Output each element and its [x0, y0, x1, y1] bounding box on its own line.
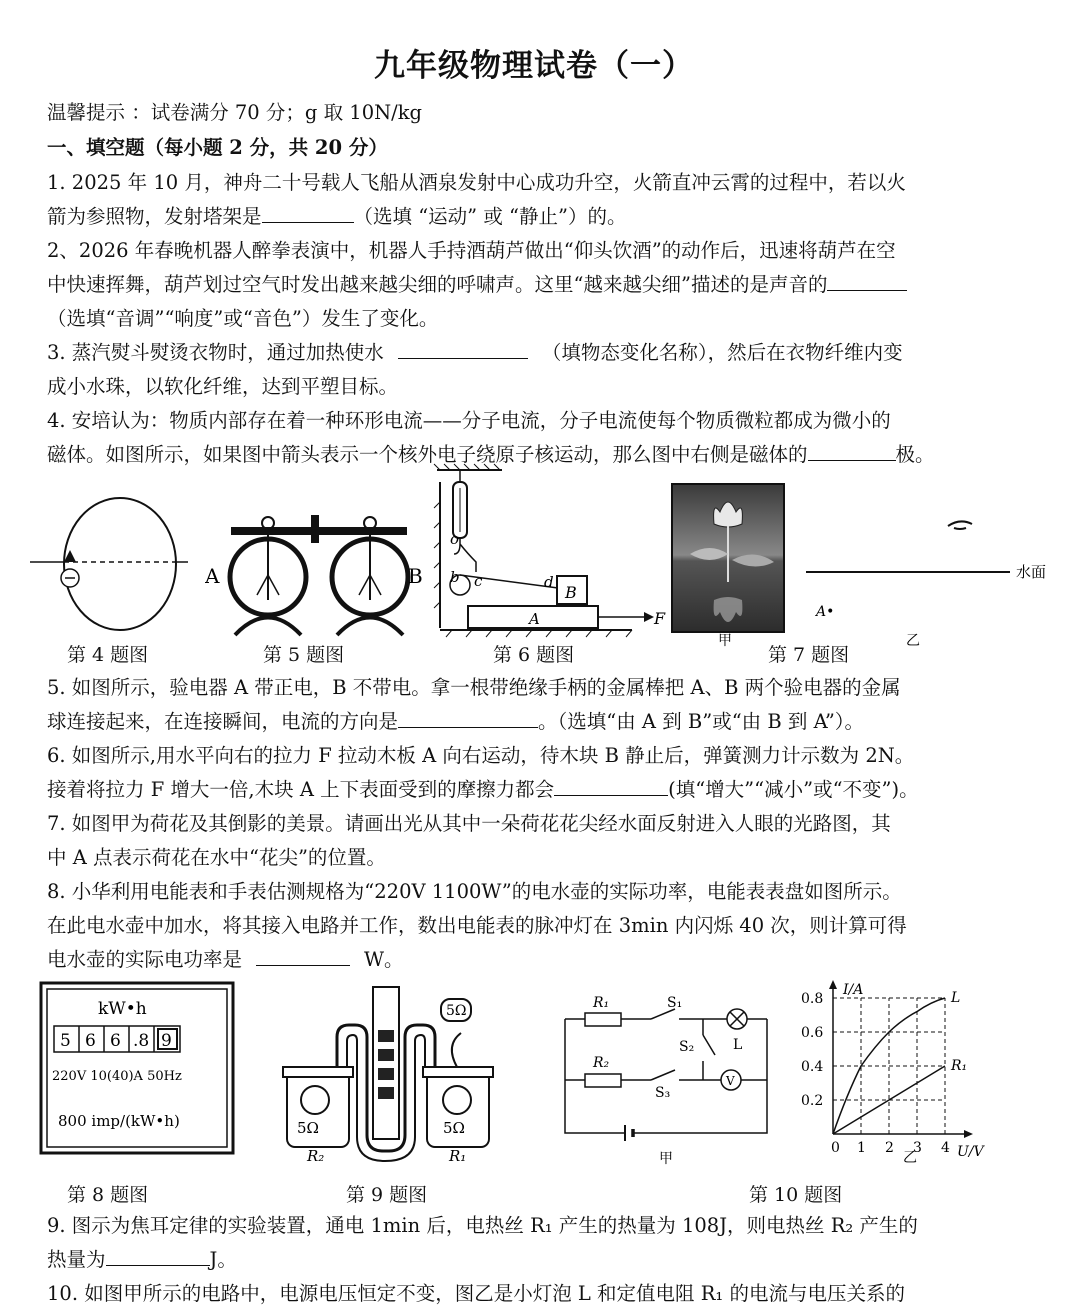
svg-text:甲: 甲 [659, 1151, 673, 1167]
y-axis-label: I/A [843, 982, 864, 998]
y-tick-label: 0.6 [801, 1025, 824, 1041]
x-tick-label: 4 [941, 1140, 950, 1156]
meter-digits [54, 1026, 180, 1052]
y-tick-label: 0.2 [801, 1093, 824, 1109]
caption-fig8: 第 8 题图 [67, 1184, 149, 1206]
svg-text:c: c [474, 572, 483, 590]
q6-text-b: (填“增大”“减小”或“不变”)。 [668, 778, 919, 801]
chart-sub-label: 乙 [903, 1150, 917, 1166]
q9-line1: 9. 图示为焦耳定律的实验装置，通电 1min 后，电热丝 R₁ 产生的热量为 108J，则电热丝 R₂ 产生的 [47, 1214, 918, 1237]
svg-text:5Ω: 5Ω [443, 1119, 465, 1137]
q6-answer-blank[interactable] [554, 777, 668, 796]
q1-answer-blank[interactable] [262, 204, 354, 223]
q4-text-b: 极。 [895, 443, 935, 466]
eye-icon [948, 521, 972, 529]
svg-text:b: b [450, 568, 460, 586]
q5-line1: 5. 如图所示，验电器 A 带正电，B 不带电。拿一根带绝缘手柄的金属棒把 A、B 两个验电器的金属 [47, 676, 901, 699]
notice: 温馨提示 ：试卷满分 70 分；g 取 10N/kg [47, 101, 423, 124]
meter-imp: 800 imp/(kW•h) [58, 1112, 180, 1130]
svg-text:S₁: S₁ [667, 995, 683, 1011]
svg-text:A: A [529, 610, 540, 628]
q2-text-a: 中快速挥舞，葫芦划过空气时发出越来越尖细的呼啸声。这里“越来越尖细”描述的是声音的 [47, 273, 828, 296]
resistor-R1 [585, 1013, 621, 1026]
figure-5-electroscopes [205, 505, 430, 645]
svg-text:B: B [565, 583, 577, 602]
svg-text:甲: 甲 [718, 633, 732, 649]
q8-answer-blank[interactable] [256, 947, 350, 966]
svg-text:.8: .8 [133, 1031, 150, 1051]
q4-line1: 4. 安培认为：物质内部存在着一种环形电流——分子电流，分子电流使每个物质微粒都成为微小的 [47, 409, 891, 432]
q6-line1: 6. 如图所示,用水平向右的拉力 F 拉动木板 A 向右运动，待木块 B 静止后，弹簧测力计示数为 2N。 [47, 744, 915, 767]
switch-S3 [651, 1070, 675, 1080]
q5-text-b: 。（选填“由 A 到 B”或“由 B 到 A”）。 [538, 710, 865, 733]
switch-S2 [703, 1035, 715, 1055]
figure-9-joule-apparatus [275, 985, 497, 1165]
q2-line3: （选填“音调”“响度”或“音色”）发生了变化。 [47, 307, 439, 330]
q1-text-a: 箭为参照物，发射塔架是 [47, 205, 262, 228]
y-axis-arrow-icon [829, 980, 837, 989]
q4-answer-blank[interactable] [808, 442, 896, 461]
q4-text-a: 磁体。如图所示，如果图中箭头表示一个核外电子绕原子核运动，那么图中右侧是磁体的 [47, 443, 808, 466]
q8-line1: 8. 小华利用电能表和手表估测规格为“220V 1100W”的电水壶的实际功率，电能表表盘如图所示。 [47, 880, 902, 903]
q2-line1: 2、2026 年春晚机器人醉拳表演中，机器人手持酒葫芦做出“仰头饮酒”的动作后，迅速将葫芦在空 [47, 239, 896, 262]
x-tick-label: 3 [913, 1140, 922, 1156]
svg-text:乙: 乙 [906, 633, 920, 649]
q8-text-a: 电水壶的实际电功率是 [47, 948, 243, 971]
q1-text-b: （选填 “运动” 或 “静止”）的。 [353, 205, 627, 228]
q3-line2: 成小水珠，以软化纤维，达到平塑目标。 [47, 375, 399, 398]
svg-text:R₂: R₂ [307, 1147, 325, 1165]
x-tick-label: 1 [857, 1140, 866, 1156]
svg-text:o: o [450, 530, 460, 548]
q7-line2: 中 A 点表示荷花在水中“花尖”的位置。 [47, 846, 386, 869]
q7-line1: 7. 如图甲为荷花及其倒影的美景。请画出光从其中一朵荷花花尖经水面反射进入人眼的光路图，其 [47, 812, 891, 835]
svg-text:R₂: R₂ [593, 1055, 610, 1071]
svg-text:6: 6 [85, 1031, 96, 1051]
series-label: R₁ [951, 1058, 968, 1074]
q6-line2 [47, 777, 919, 803]
q8-line2: 在此电水壶中加水，将其接入电路并工作，数出电能表的脉冲灯在 3min 内闪烁 40 次，则计算可得 [47, 914, 907, 937]
svg-text:S₂: S₂ [679, 1039, 695, 1055]
orbit-ellipse [64, 498, 176, 630]
meter-unit: kW•h [98, 999, 147, 1019]
svg-text:5: 5 [60, 1031, 71, 1051]
figure-4-electron-orbit [30, 490, 190, 640]
series-label: L [951, 990, 961, 1006]
q8-line3 [47, 947, 404, 973]
caption-fig10: 第 10 题图 [749, 1184, 843, 1206]
q5-answer-blank[interactable] [398, 709, 538, 728]
caption-fig7: 第 7 题图 [768, 644, 850, 666]
figure-10-iu-chart [795, 972, 1035, 1168]
q9-answer-blank[interactable] [106, 1247, 210, 1266]
figure-10-circuit [555, 985, 780, 1170]
svg-text:d: d [544, 573, 554, 591]
q2-line2 [47, 272, 907, 298]
q1-line1: 1. 2025 年 10 月，神舟二十号载人飞船从酒泉发射中心成功升空，火箭直冲云霄的过程中，若以火 [47, 171, 906, 194]
q1-line2 [47, 204, 627, 230]
svg-text:V: V [726, 1074, 735, 1088]
q8-text-b: W。 [364, 948, 404, 971]
figure-7-lotus-reflection [670, 482, 1055, 650]
section-heading: 一、填空题（每小题 2 分，共 20 分） [47, 136, 388, 159]
caption-fig4: 第 4 题图 [67, 644, 149, 666]
figure-8-energy-meter [38, 980, 238, 1160]
y-tick-label: 0.4 [801, 1059, 824, 1075]
q2-answer-blank[interactable] [827, 272, 907, 291]
q3-text-a: 3. 蒸汽熨斗熨烫衣物时，通过加热使水 [47, 341, 384, 364]
svg-text:5Ω: 5Ω [297, 1119, 319, 1137]
svg-text:S₃: S₃ [655, 1085, 671, 1101]
q5-line2 [47, 709, 864, 735]
q10-line1: 10. 如图甲所示的电路中，电源电压恒定不变，图乙是小灯泡 L 和定值电阻 R₁ 的电流与电压关系的 [47, 1282, 905, 1305]
q9-line2 [47, 1247, 237, 1273]
svg-text:9: 9 [161, 1031, 172, 1051]
x-axis-arrow-icon [964, 1130, 973, 1138]
arrow-right-icon [644, 612, 654, 622]
caption-fig5: 第 5 题图 [263, 644, 345, 666]
label-B: B [408, 564, 423, 588]
q3-text-b: （填物态变化名称），然后在衣物纤维内变 [541, 341, 903, 364]
chart-grid [833, 998, 945, 1134]
q9-text-b: J。 [209, 1248, 237, 1271]
x-tick-label: 0 [831, 1140, 840, 1156]
x-tick-label: 2 [885, 1140, 894, 1156]
svg-text:水面: 水面 [1016, 563, 1047, 581]
page-title: 九年级物理试卷（一） [374, 48, 694, 84]
svg-text:6: 6 [110, 1031, 121, 1051]
svg-text:R₁: R₁ [449, 1147, 467, 1165]
svg-text:5Ω: 5Ω [446, 1003, 467, 1019]
resistor-R2 [585, 1074, 621, 1087]
figure-6-friction [432, 462, 672, 642]
y-tick-label: 0.8 [801, 991, 824, 1007]
x-axis-label: U/V [957, 1144, 984, 1160]
svg-text:R₁: R₁ [593, 995, 610, 1011]
svg-text:L: L [733, 1037, 743, 1053]
q3-line1 [47, 340, 903, 366]
caption-fig9: 第 9 题图 [346, 1184, 428, 1206]
q9-text-a: 热量为 [47, 1248, 106, 1271]
svg-text:A•: A• [816, 604, 835, 620]
label-A: A [205, 564, 220, 588]
q6-text-a: 接着将拉力 F 增大一倍,木块 A 上下表面受到的摩擦力都会 [47, 778, 555, 801]
q5-text-a: 球连接起来，在连接瞬间，电流的方向是 [47, 710, 399, 733]
svg-text:F: F [654, 609, 666, 628]
q3-answer-blank[interactable] [398, 340, 528, 359]
caption-fig6: 第 6 题图 [493, 644, 575, 666]
meter-spec: 220V 10(40)A 50Hz [52, 1069, 182, 1084]
